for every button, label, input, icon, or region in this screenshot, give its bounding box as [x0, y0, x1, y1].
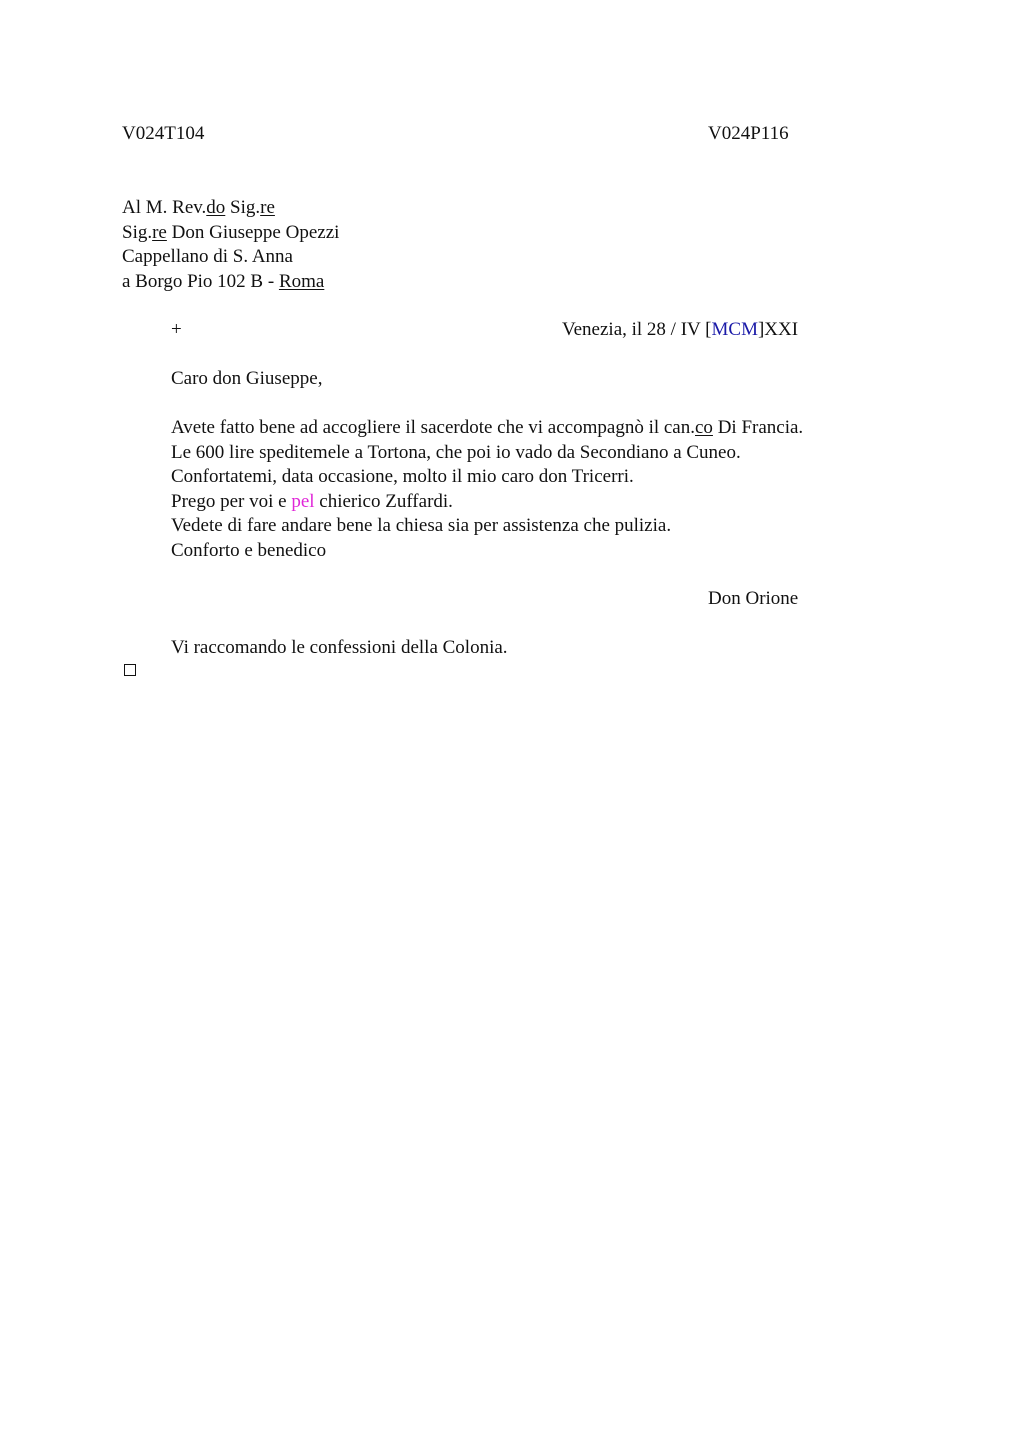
body-line-3: Confortatemi, data occasione, molto il mio caro don Tricerri.	[171, 466, 634, 487]
body-line-5: Vedete di fare andare bene la chiesa sia per assistenza che pulizia.	[171, 515, 672, 536]
salutation: Caro don Giuseppe,	[171, 368, 323, 389]
body-text: Prego per voi e	[171, 490, 292, 512]
body-line-1	[171, 416, 803, 441]
city-name: Roma	[278, 270, 325, 292]
cross-symbol: +	[171, 319, 182, 340]
body-text: Di Francia.	[712, 417, 804, 438]
place-date	[562, 318, 798, 342]
body-line-2: Le 600 lire speditemele a Tortona, che poi io vado da Secondiano a Cuneo.	[171, 441, 741, 463]
body-line-4	[171, 490, 803, 515]
address-block	[122, 196, 339, 294]
street-address: a Borgo Pio 102 B -	[122, 270, 279, 292]
variant-reading: pel	[291, 490, 315, 512]
abbreviation-superscript: re	[260, 197, 275, 218]
body-text: Avete fatto bene ad accogliere il sacerdote che vi accompagnò il can.	[171, 417, 695, 438]
body-text: chierico Zuffardi.	[314, 490, 453, 512]
address-text: Sig.	[225, 197, 261, 218]
abbreviation-superscript: re	[152, 221, 167, 243]
date-text: ]XXI	[757, 319, 799, 340]
address-line-3: Cappellano di S. Anna	[122, 246, 293, 267]
address-text: Sig.	[122, 221, 153, 243]
editorial-addition: MCM	[711, 319, 758, 340]
checkbox-icon	[124, 664, 136, 676]
letter-body	[171, 416, 803, 563]
address-line-2	[122, 221, 339, 246]
abbreviation-superscript: co	[695, 417, 713, 438]
document-code-right: V024P116	[708, 123, 789, 144]
postscript: Vi raccomando le confessioni della Colonia.	[171, 637, 508, 658]
signature: Don Orione	[708, 588, 799, 609]
address-line-1	[122, 196, 339, 221]
body-line-6: Conforto e benedico	[171, 539, 327, 561]
document-code-left: V024T104	[122, 123, 205, 144]
recipient-name: Don Giuseppe Opezzi	[166, 221, 340, 243]
address-text: Al M. Rev.	[122, 197, 207, 218]
abbreviation-superscript: do	[206, 197, 226, 218]
address-line-4	[122, 270, 339, 295]
date-text: Venezia, il 28 / IV [	[562, 319, 712, 340]
